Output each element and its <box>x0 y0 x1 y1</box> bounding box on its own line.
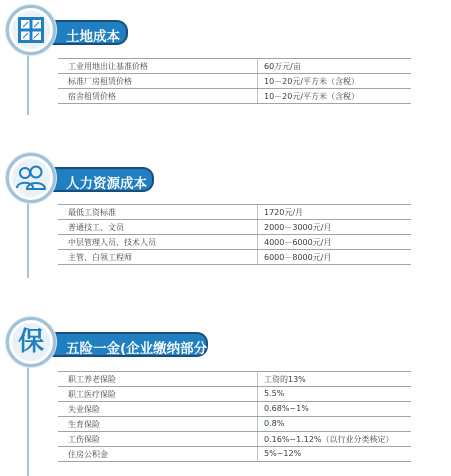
item-label: 宿舍租赁价格 <box>68 92 116 101</box>
item-value: 2000－3000元/月 <box>264 223 332 232</box>
item-label: 最低工资标准 <box>68 208 116 217</box>
section-title: 土地成本 <box>66 29 120 45</box>
item-value: 10－20元/平方米（含税） <box>264 92 360 101</box>
item-label: 职工养老保险 <box>68 375 116 384</box>
people-icon <box>15 163 47 193</box>
table-row <box>58 89 411 104</box>
table-row <box>58 447 411 462</box>
table-row <box>58 74 411 89</box>
insurance-table <box>58 371 411 462</box>
table-row <box>58 417 411 432</box>
table-row <box>58 250 411 265</box>
item-label: 工业用地出让基准价格 <box>68 62 148 71</box>
item-label: 失业保险 <box>68 405 100 414</box>
item-value: 10－20元/平方米（含税） <box>264 77 360 86</box>
hr-cost-table <box>58 204 411 265</box>
hr-cost-section <box>0 150 451 275</box>
item-label: 住房公积金 <box>68 450 108 459</box>
item-value: 1720元/月 <box>264 208 304 217</box>
table-row <box>58 387 411 402</box>
item-label: 职工医疗保险 <box>68 390 116 399</box>
section-title: 五险一金(企业缴纳部分) <box>66 341 214 357</box>
item-value: 60万元/亩 <box>264 62 301 71</box>
table-row <box>58 371 411 387</box>
land-cost-section <box>0 0 451 115</box>
item-value: 工资的13% <box>264 375 306 384</box>
item-value: 0.8% <box>264 419 285 428</box>
insurance-char-icon: 保 <box>17 327 44 357</box>
section-header-bar <box>30 332 214 357</box>
item-label: 普通技工、文员 <box>68 223 124 232</box>
section-badge <box>6 5 56 55</box>
section-title: 人力资源成本 <box>66 176 147 192</box>
insurance-section <box>0 312 451 476</box>
land-cost-table <box>58 58 411 104</box>
item-value: 6000－8000元/月 <box>264 253 332 262</box>
item-value: 0.68%~1% <box>264 404 309 413</box>
item-value: 4000－6000元/月 <box>264 238 332 247</box>
table-row <box>58 220 411 235</box>
item-label: 生育保险 <box>68 420 100 429</box>
item-label: 工伤保险 <box>68 435 100 444</box>
section-badge <box>6 153 56 203</box>
table-row <box>58 58 411 74</box>
item-label: 主管、白领工程师 <box>68 253 132 262</box>
table-row <box>58 432 411 447</box>
window-grid-icon <box>16 15 46 45</box>
item-label: 标准厂房租赁价格 <box>68 77 132 86</box>
item-value: 0.16%~1.12%（以行业分类核定） <box>264 435 394 444</box>
table-row <box>58 204 411 220</box>
section-badge <box>6 317 56 367</box>
item-value: 5%~12% <box>264 449 302 458</box>
item-value: 5.5% <box>264 389 285 398</box>
item-label: 中层管理人员、技术人员 <box>68 238 156 247</box>
table-row <box>58 402 411 417</box>
section-connector-line <box>27 356 29 476</box>
table-row <box>58 235 411 250</box>
